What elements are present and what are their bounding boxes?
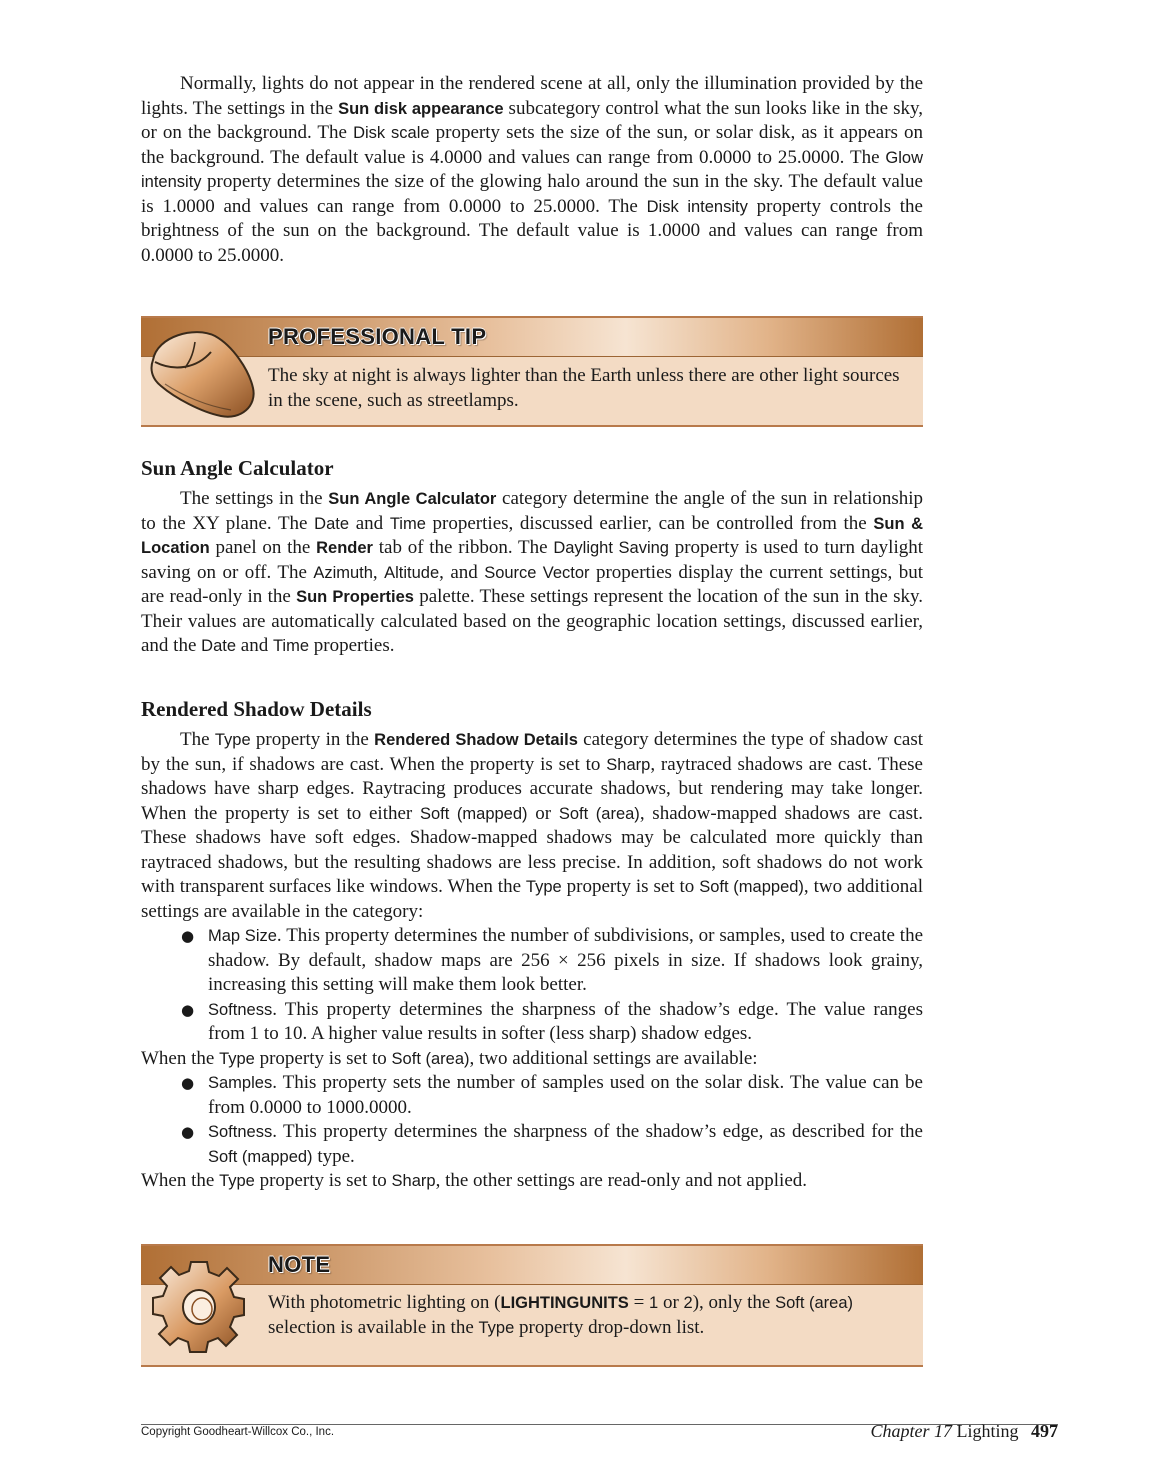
term-render: Render <box>316 539 373 557</box>
term-softness: Softness <box>208 1123 273 1141</box>
text-run: subcategory control what the sun looks like in the sky, or on the background. The <box>141 97 923 143</box>
term-daylight-saving: Daylight Saving <box>553 539 669 557</box>
term-value-1: 1 <box>649 1294 659 1312</box>
text-run: When the <box>141 1047 220 1069</box>
term-azimuth: Azimuth <box>313 563 373 582</box>
term-disk-intensity: Disk intensity <box>646 197 748 216</box>
text-run: type. <box>312 1145 355 1167</box>
shadow-paragraph <box>141 728 923 924</box>
text-run: properties, discussed earlier, can be controlled from the <box>425 512 874 534</box>
term-sun-disk-appearance: Sun disk appearance <box>338 99 504 118</box>
note-body <box>268 1291 901 1340</box>
term-soft-mapped: Soft (mapped) <box>699 878 804 896</box>
text-run: property controls the brightness of the sun on the background. The default value is 1.0000 and values can range from 0.0000 to 25.0000. <box>141 195 923 266</box>
computer-mouse-icon <box>145 322 261 427</box>
note-title: NOTE <box>268 1252 331 1277</box>
sharp-note-paragraph <box>141 1169 923 1194</box>
note-text <box>268 1291 901 1340</box>
text-run: The settings in the <box>180 488 329 509</box>
text-run: or <box>527 802 559 824</box>
text-run: properties. <box>309 635 395 656</box>
footer-chapter: Chapter 17 <box>870 1421 952 1441</box>
professional-tip-box <box>141 316 923 427</box>
text-run: properties display the current settings, but are read-only in the <box>141 561 924 607</box>
sun-angle-paragraph <box>141 487 923 659</box>
term-soft-area: Soft (area) <box>558 804 640 823</box>
term-sharp: Sharp <box>606 755 651 774</box>
term-type: Type <box>525 878 562 896</box>
note-box <box>141 1244 923 1367</box>
term-type: Type <box>219 1049 255 1068</box>
text-run: tab of the ribbon. The <box>372 537 554 558</box>
text-run: property in the <box>250 729 375 750</box>
bullet-icon: ● <box>181 1074 195 1092</box>
text-run: and <box>349 512 390 534</box>
term-rendered-shadow-details: Rendered Shadow Details <box>374 731 578 749</box>
text-run: , <box>372 561 385 583</box>
text-run: . This property sets the number of samples used on the solar disk. The value can be from 0.0000 to 1000.0000. <box>208 1072 923 1118</box>
text-run: property is set to <box>254 1047 392 1069</box>
term-softness: Softness <box>208 1000 273 1019</box>
text-run: When the <box>141 1170 220 1191</box>
list-item <box>181 998 923 1047</box>
sun-disk-paragraph <box>141 72 923 268</box>
term-value-2: 2 <box>683 1294 693 1312</box>
term-map-size: Map Size <box>208 927 277 945</box>
text-run: property is used to turn daylight saving on or off. The <box>141 537 924 583</box>
term-sun-angle-calculator: Sun Angle Calculator <box>328 490 497 508</box>
footer-copyright: Copyright Goodheart-Willcox Co., Inc. <box>141 1426 335 1438</box>
term-sun-location: Sun & Location <box>141 514 924 557</box>
text-run: , the other settings are read-only and not applied. <box>435 1170 808 1191</box>
text-run: Normally, lights do not appear in the rendered scene at all, only the illumination provided by the lights. The settings in the <box>141 73 923 119</box>
text-run: , two additional settings are available: <box>469 1047 758 1069</box>
term-sun-properties: Sun Properties <box>296 588 414 606</box>
text-run: The <box>180 729 215 750</box>
term-sharp: Sharp <box>391 1172 436 1190</box>
term-type: Type <box>214 731 251 749</box>
sun-angle-section <box>141 455 923 659</box>
text-run: , raytraced shadows are cast. These shadows have sharp edges. Raytracing produces accurate shadows, but rendering may take longer. When the property is set to either <box>141 753 923 824</box>
term-lightingunits: LIGHTINGUNITS <box>500 1294 629 1312</box>
term-source-vector: Source Vector <box>484 563 590 582</box>
list-item <box>181 924 923 998</box>
text-run: = <box>628 1292 650 1313</box>
bullet-icon: ● <box>181 1123 195 1141</box>
text-run: . This property determines the sharpness of the shadow’s edge, as described for the <box>272 1121 923 1142</box>
term-date: Date <box>314 514 350 533</box>
list-item <box>181 1071 923 1120</box>
text-run: property determines the size of the glowing halo around the sun in the sky. The default value is 1.0000 and values can range from 0.0000 to 25.0000. The <box>141 171 923 217</box>
term-soft-mapped: Soft (mapped) <box>419 804 528 823</box>
text-run: , shadow-mapped shadows are cast. These shadows have soft edges. Shadow-mapped shadows may be calculated more quickly than raytraced shadows, but the resulting shadows are less precise. In addition, soft shadows do not work with transparent surfaces like windows. When the <box>141 802 923 897</box>
text-run: , and <box>439 561 485 583</box>
soft-area-settings-list <box>141 1071 923 1169</box>
text-run: selection is available in the <box>268 1316 479 1338</box>
list-item <box>181 1120 923 1169</box>
term-disk-scale: Disk scale <box>353 124 430 142</box>
term-soft-mapped: Soft (mapped) <box>208 1147 313 1166</box>
text-run: , two additional settings are available in the category: <box>141 876 923 922</box>
term-samples: Samples <box>208 1074 273 1092</box>
term-type: Type <box>219 1172 255 1190</box>
text-run: property is set to <box>254 1170 392 1191</box>
text-run: property is set to <box>561 876 700 897</box>
note-header-bar <box>141 1246 923 1285</box>
text-run: property sets the size of the sun, or solar disk, as it appears on the background. The default value is 4.0000 and values can range from 0.0000 to 25.0000. The <box>141 122 924 168</box>
term-type: Type <box>478 1318 515 1337</box>
term-date: Date <box>201 637 237 655</box>
footer-running-head <box>870 1421 1058 1442</box>
term-soft-area: Soft (area) <box>391 1049 470 1068</box>
intro-section <box>141 72 923 268</box>
term-soft-area: Soft (area) <box>775 1294 854 1312</box>
term-glow-intensity: Glow intensity <box>141 148 923 191</box>
tip-text: The sky at night is always lighter than the Earth unless there are other light sources in the scene, such as streetlamps. <box>268 365 900 411</box>
text-run: panel on the <box>209 537 317 558</box>
shadow-details-section <box>141 696 923 1194</box>
term-time: Time <box>272 637 310 655</box>
text-run: palette. These settings represent the location of the sun in the sky. Their values are automatically calculated based on the geographic location settings, discussed earlier, and the <box>141 586 924 656</box>
text-run: ), only the <box>692 1292 776 1313</box>
soft-mapped-settings-list <box>141 924 923 1047</box>
gear-icon <box>149 1254 249 1363</box>
bullet-icon: ● <box>181 1000 195 1019</box>
text-run: category determines the type of shadow cast by the sun, if shadows are cast. When the property is set to <box>141 729 924 775</box>
heading-sun-angle-calculator: Sun Angle Calculator <box>141 456 334 480</box>
tip-body <box>268 364 901 413</box>
term-altitude: Altitude <box>384 563 440 582</box>
text-run: and <box>236 635 273 656</box>
heading-rendered-shadow-details: Rendered Shadow Details <box>141 697 372 721</box>
text-run: property drop-down list. <box>514 1316 705 1338</box>
text-run: or <box>658 1292 684 1313</box>
tip-title: PROFESSIONAL TIP <box>268 324 487 349</box>
text-run: . This property determines the number of subdivisions, or samples, used to create the shadow. By default, shadow maps are 256 × 256 pixels in size. If shadows look grainy, increasing this setting will make them look better. <box>208 925 923 995</box>
bullet-icon: ● <box>181 927 195 945</box>
page-number: 497 <box>1031 1421 1058 1441</box>
footer-section-title: Lighting <box>956 1421 1019 1441</box>
text-run: category determine the angle of the sun in relationship to the XY plane. The <box>141 488 923 534</box>
soft-area-intro <box>141 1047 923 1072</box>
text-run: . This property determines the sharpness of the shadow’s edge. The value ranges from 1 to 10. A higher value results in softer (less sharp) shadow edges. <box>208 998 923 1044</box>
text-run: With photometric lighting on ( <box>268 1292 501 1313</box>
term-time: Time <box>389 514 426 533</box>
